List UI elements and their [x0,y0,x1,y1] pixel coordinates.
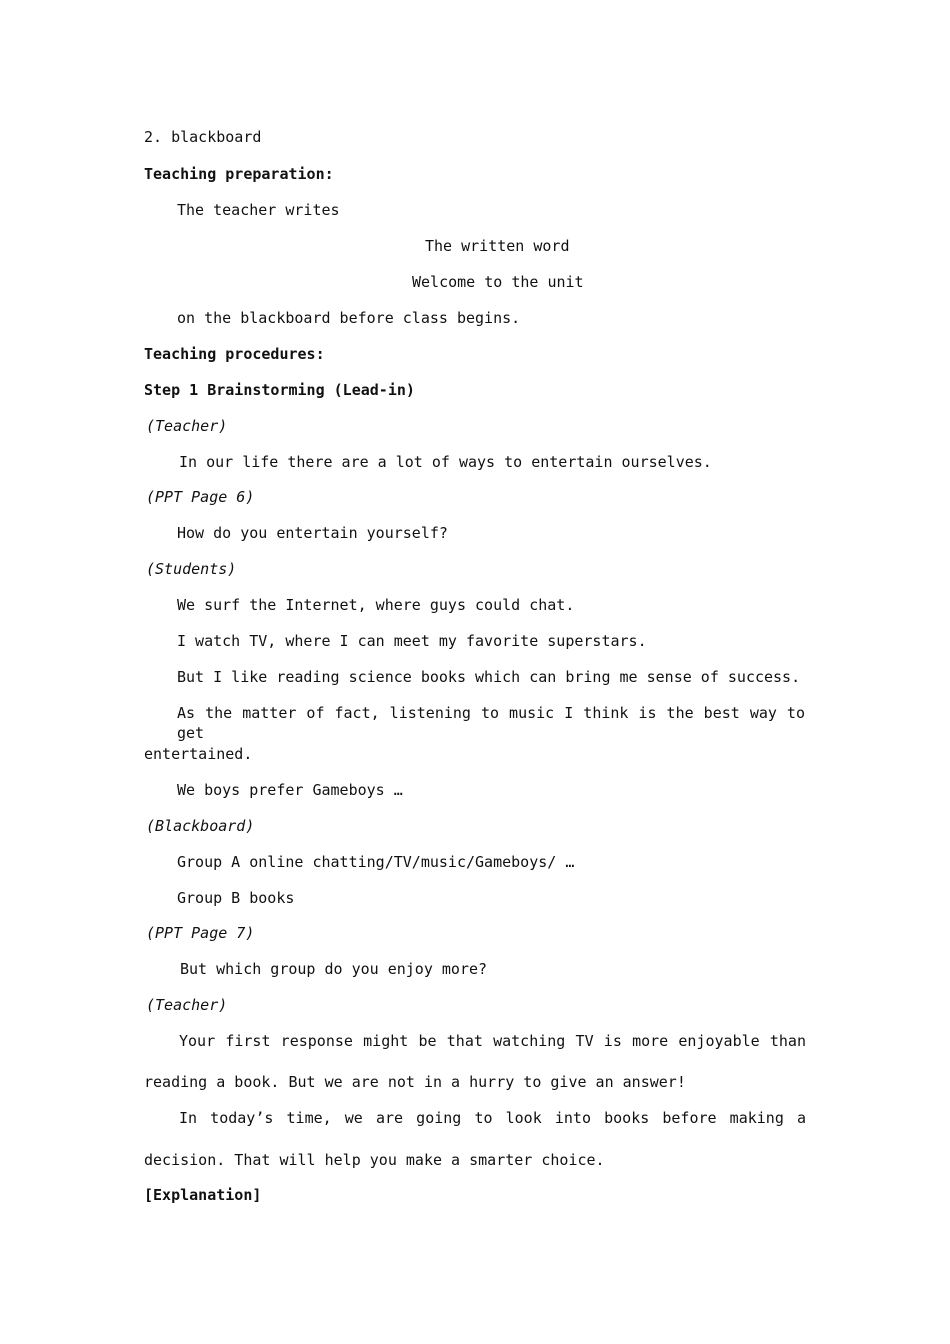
group-b-text: Group B books [177,889,295,907]
response-line-2: reading a book. But we are not in a hurry to give an answer! [144,1073,686,1091]
teacher-writes-text: The teacher writes [177,201,340,219]
teaching-procedures-heading: Teaching procedures: [144,345,325,363]
before-class-text: on the blackboard before class begins. [177,309,521,327]
explanation-heading: [Explanation] [144,1186,262,1204]
board-line-written-word: The written word [425,237,570,255]
step1-heading: Step 1 Brainstorming (Lead-in) [144,381,415,399]
answer-books-text: But I like reading science books which can bring me sense of success. [177,668,801,686]
question-entertain-text: How do you entertain yourself? [177,524,448,542]
ppt-page-6-label: (PPT Page 6) [146,488,255,506]
answer-music-line-1: As the matter of fact, listening to music I think is the best way to get [177,704,805,742]
response-line-1: Your first response might be that watching TV is more enjoyable than [179,1032,806,1050]
role-teacher-label-2: (Teacher) [146,996,228,1014]
question-group-text: But which group do you enjoy more? [180,960,488,978]
group-a-text: Group A online chatting/TV/music/Gameboys/ … [177,853,575,871]
answer-music-line-2: entertained. [144,745,253,763]
teaching-preparation-heading: Teaching preparation: [144,165,334,183]
role-teacher-label: (Teacher) [146,417,228,435]
answer-internet-text: We surf the Internet, where guys could chat. [177,596,575,614]
today-line-1: In today’s time, we are going to look into books before making a [179,1109,806,1127]
board-line-welcome: Welcome to the unit [412,273,584,291]
role-blackboard-label: (Blackboard) [146,817,255,835]
answer-gameboys-text: We boys prefer Gameboys … [177,781,403,799]
today-line-2: decision. That will help you make a smarter choice. [144,1151,605,1169]
answer-tv-text: I watch TV, where I can meet my favorite superstars. [177,632,647,650]
role-students-label: (Students) [146,560,237,578]
ppt-page-7-label: (PPT Page 7) [146,924,255,942]
item-blackboard: 2. blackboard [144,128,262,146]
teacher-intro-text: In our life there are a lot of ways to entertain ourselves. [179,453,712,471]
